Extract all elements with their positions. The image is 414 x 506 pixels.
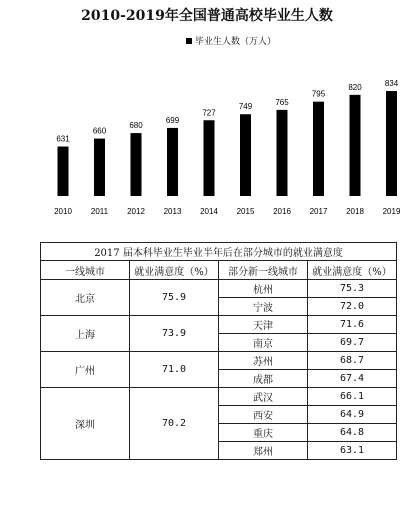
table-header-row [41, 261, 397, 280]
satisfaction-table [40, 242, 397, 460]
new-first-tier-satisfaction: 66.1 [308, 388, 397, 406]
value-label-2015: 749 [238, 102, 253, 112]
value-label-2014: 727 [202, 108, 216, 118]
value-labels [56, 79, 398, 144]
new-first-tier-satisfaction: 72.0 [308, 298, 397, 316]
x-tick-2015: 2015 [236, 207, 255, 216]
satisfaction-table-wrapper [40, 242, 396, 460]
bar-2019 [386, 91, 397, 196]
x-axis-ticks [54, 207, 401, 216]
first-tier-city: 广州 [41, 352, 130, 388]
table-row [41, 352, 397, 370]
value-label-2011: 660 [92, 126, 107, 136]
value-label-2013: 699 [165, 115, 180, 125]
bar-series [58, 91, 398, 196]
x-tick-2013: 2013 [163, 207, 182, 216]
x-tick-2017: 2017 [309, 207, 328, 216]
new-first-tier-city: 重庆 [219, 424, 308, 442]
bar-2014 [204, 120, 215, 196]
table-caption: 2017 届本科毕业生毕业半年后在部分城市的就业满意度 [41, 243, 397, 261]
new-first-tier-city: 宁波 [219, 298, 308, 316]
x-tick-2014: 2014 [200, 207, 218, 216]
new-first-tier-city: 武汉 [219, 388, 308, 406]
bar-2017 [313, 102, 324, 196]
header-satisfaction-2: 就业满意度（%） [308, 261, 397, 280]
bar-2012 [131, 133, 142, 196]
first-tier-satisfaction: 70.2 [130, 388, 219, 460]
header-satisfaction-1: 就业满意度（%） [130, 261, 219, 280]
x-tick-2019: 2019 [382, 207, 401, 216]
legend-label: 毕业生人数（万人） [195, 36, 277, 46]
value-label-2012: 680 [129, 121, 143, 131]
new-first-tier-satisfaction: 64.8 [308, 424, 397, 442]
first-tier-city: 深圳 [41, 388, 130, 460]
new-first-tier-city: 苏州 [219, 352, 308, 370]
bar-2018 [350, 95, 361, 196]
chart-svg [0, 26, 414, 231]
new-first-tier-satisfaction: 75.3 [308, 280, 397, 298]
new-first-tier-city: 南京 [219, 334, 308, 352]
bar-2011 [94, 139, 105, 196]
value-label-2017: 795 [311, 89, 326, 99]
new-first-tier-satisfaction: 71.6 [308, 316, 397, 334]
value-label-2019: 834 [384, 79, 399, 88]
x-tick-2018: 2018 [346, 207, 364, 216]
first-tier-satisfaction: 75.9 [130, 280, 219, 316]
header-first-tier-city: 一线城市 [41, 261, 130, 280]
value-label-2016: 765 [275, 97, 289, 107]
first-tier-satisfaction: 73.9 [130, 316, 219, 352]
new-first-tier-satisfaction: 63.1 [308, 442, 397, 460]
legend-swatch [186, 38, 192, 44]
value-label-2018: 820 [348, 82, 362, 92]
new-first-tier-satisfaction: 64.9 [308, 406, 397, 424]
new-first-tier-city: 成都 [219, 370, 308, 388]
x-tick-2010: 2010 [54, 207, 72, 216]
chart-legend [186, 35, 276, 46]
bar-2015 [240, 114, 251, 196]
first-tier-satisfaction: 71.0 [130, 352, 219, 388]
chart-title: 2010-2019年全国普通高校毕业生人数 [81, 8, 333, 24]
bar-2016 [277, 110, 288, 196]
table-row [41, 280, 397, 298]
new-first-tier-city: 郑州 [219, 442, 308, 460]
new-first-tier-satisfaction: 68.7 [308, 352, 397, 370]
new-first-tier-satisfaction: 67.4 [308, 370, 397, 388]
value-label-2010: 631 [56, 134, 70, 144]
x-tick-2016: 2016 [273, 207, 291, 216]
bar-2010 [58, 147, 69, 196]
new-first-tier-satisfaction: 69.7 [308, 334, 397, 352]
new-first-tier-city: 天津 [219, 316, 308, 334]
first-tier-city: 上海 [41, 316, 130, 352]
new-first-tier-city: 西安 [219, 406, 308, 424]
header-new-first-tier-city: 部分新一线城市 [219, 261, 308, 280]
table-row [41, 388, 397, 406]
new-first-tier-city: 杭州 [219, 280, 308, 298]
first-tier-city: 北京 [41, 280, 130, 316]
bar-chart [0, 26, 414, 231]
bar-2013 [167, 128, 178, 196]
x-tick-2011: 2011 [90, 207, 109, 216]
table-row [41, 316, 397, 334]
x-tick-2012: 2012 [127, 207, 145, 216]
